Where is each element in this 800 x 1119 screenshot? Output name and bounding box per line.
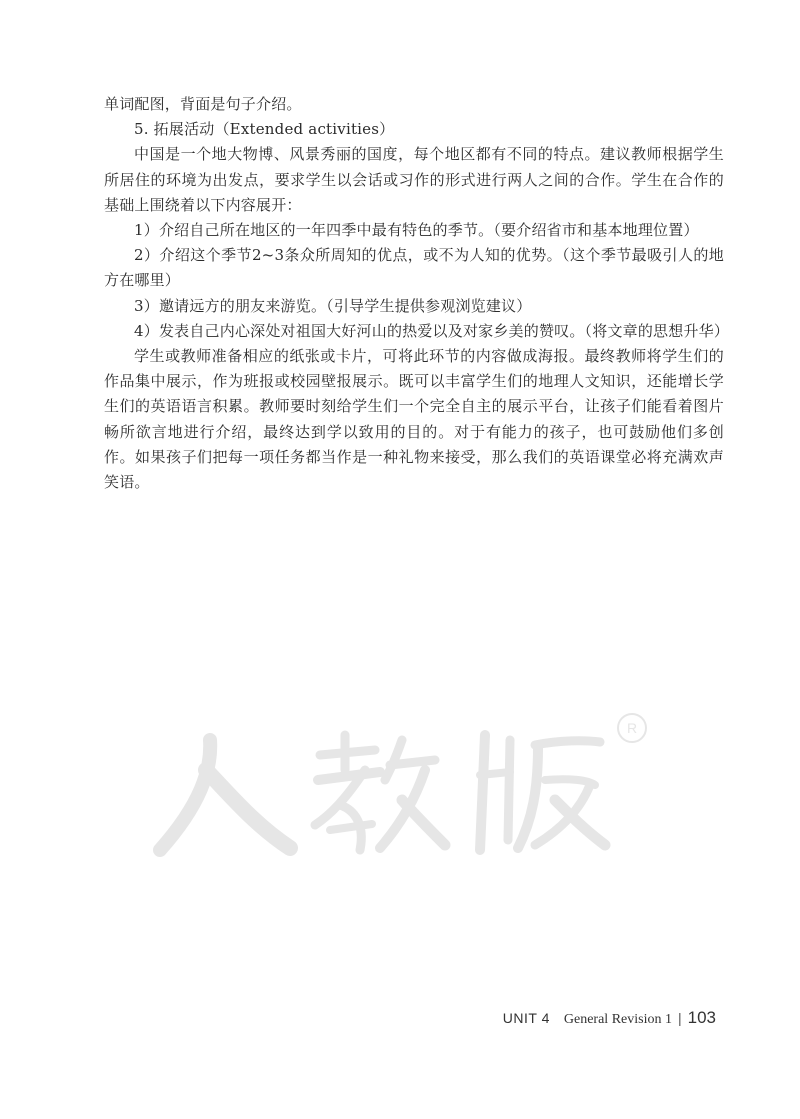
unit-title: General Revision 1 — [563, 1012, 672, 1027]
list-item: 3）邀请远方的朋友来游览。（引导学生提供参观浏览建议） — [134, 296, 532, 315]
publisher-watermark-logo — [140, 700, 660, 870]
continued-line: 单词配图，背面是句子介绍。 — [104, 95, 302, 113]
section-heading: 5. 拓展活动（Extended activities） — [134, 120, 395, 139]
list-item: 4）发表自己内心深处对祖国大好河山的热爱以及对家乡美的赞叹。（将文章的思想升华） — [134, 321, 730, 340]
list-item: 2）介绍这个季节2~3条众所周知的优点，或不为人知的优势。（这个季节最吸引人的地方在哪里） — [104, 246, 724, 290]
svg-text:R: R — [626, 720, 638, 736]
unit-label: UNIT 4 — [502, 1010, 550, 1026]
footer-separator: | — [677, 1010, 682, 1026]
page-number: 103 — [687, 1008, 716, 1027]
list-item: 1）介绍自己所在地区的一年四季中最有特色的季节。（要介绍省市和基本地理位置） — [134, 221, 699, 240]
page-body — [104, 92, 730, 495]
intro-paragraph: 中国是一个地大物博、风景秀丽的国度，每个地区都有不同的特点。建议教师根据学生所居住的环境为出发点，要求学生以会话或习作的形式进行两人之间的合作。学生在合作的基础上围绕着以下内容展开： — [104, 145, 724, 214]
closing-paragraph: 学生或教师准备相应的纸张或卡片，可将此环节的内容做成海报。最终教师将学生们的作品集中展示，作为班报或校园壁报展示。既可以丰富学生们的地理人文知识，还能增长学生们的英语语言积累。教师要时刻给学生们一个完全自主的展示平台，让孩子们能看着图片畅所欲言地进行介绍，最终达到学以致用的目的。对于有能力的孩子，也可鼓励他们多创作。如果孩子们把每一项任务都当作是一种礼物来接受，那么我们的英语课堂必将充满欢声笑语。 — [104, 347, 724, 492]
page-footer — [503, 1008, 716, 1028]
